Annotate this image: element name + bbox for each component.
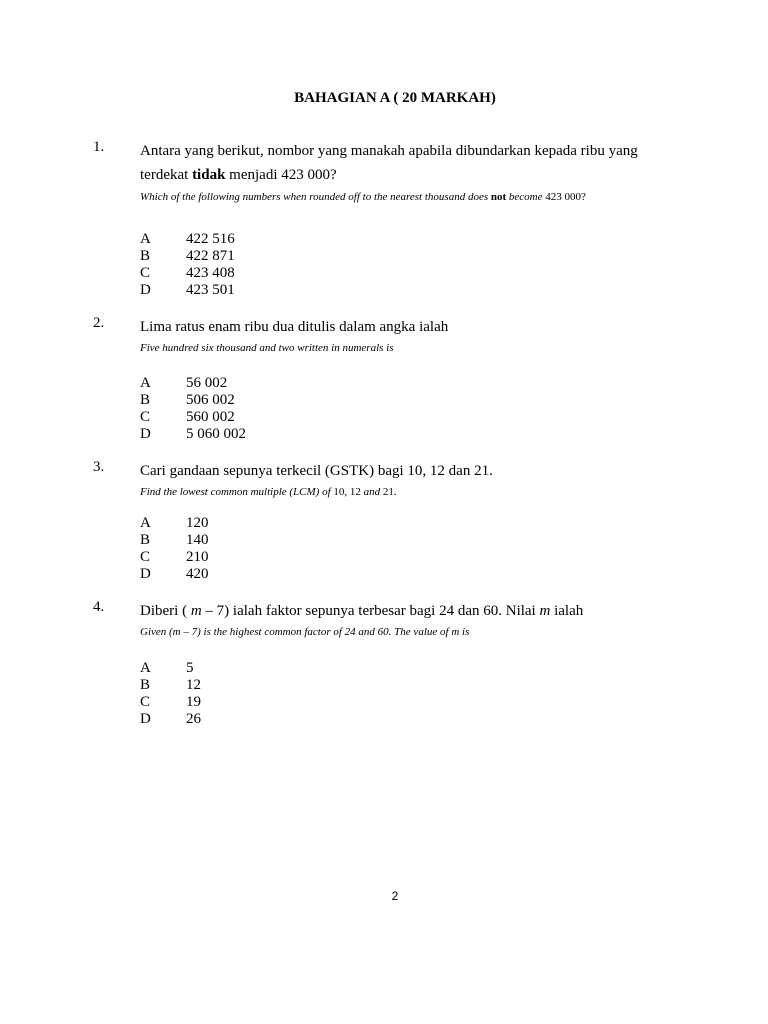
option-value: 422 516: [186, 231, 235, 247]
option-value: 210: [186, 549, 209, 565]
option-value: 506 002: [186, 392, 235, 408]
text-run: 423 000?: [545, 191, 586, 203]
option-value: 5: [186, 660, 194, 676]
option-letter: B: [140, 677, 151, 693]
option-letter: B: [140, 248, 151, 264]
text-run: become: [506, 191, 546, 203]
question-text-line: [140, 163, 700, 187]
option-b: [140, 248, 440, 265]
text-run: terdekat: [140, 167, 193, 183]
option-letter: D: [140, 711, 151, 727]
option-d: [140, 282, 440, 299]
options-list: [140, 375, 440, 443]
page-number: 2: [391, 889, 399, 903]
variable-text: m: [190, 603, 202, 619]
option-letter: A: [140, 515, 151, 531]
text-run: 10, 12: [333, 486, 361, 498]
option-b: [140, 392, 440, 409]
option-value: 423 501: [186, 282, 235, 298]
emphasis-text: tidak: [192, 167, 226, 183]
option-d: [140, 711, 440, 728]
option-value: 422 871: [186, 248, 235, 264]
question-text-malay: [140, 139, 700, 187]
question-text-english: Given (m – 7) is the highest common factor of 24 and 60. The value of m is: [140, 626, 470, 638]
question-text-english: [140, 486, 740, 498]
option-value: 12: [186, 677, 201, 693]
text-run: – 7) ialah faktor sepunya terbesar bagi 24 dan 60. Nilai: [201, 603, 540, 619]
option-letter: D: [140, 566, 151, 582]
question-text-line: Antara yang berikut, nombor yang manakah apabila dibundarkan kepada ribu yang: [140, 143, 638, 159]
text-run: and: [360, 486, 383, 498]
option-value: 140: [186, 532, 209, 548]
question-text-malay: Lima ratus enam ribu dua ditulis dalam angka ialah: [140, 319, 449, 335]
option-letter: D: [140, 426, 151, 442]
options-list: [140, 660, 440, 728]
option-value: 5 060 002: [186, 426, 246, 442]
section-title: BAHAGIAN A ( 20 MARKAH): [294, 90, 496, 106]
option-d: [140, 566, 440, 583]
text-run: Diberi (: [140, 603, 191, 619]
text-run: 21.: [382, 486, 397, 498]
option-letter: C: [140, 409, 151, 425]
text-run: Find the lowest common multiple (LCM) of: [140, 486, 334, 498]
option-value: 26: [186, 711, 201, 727]
options-list: [140, 231, 440, 299]
option-letter: C: [140, 694, 151, 710]
option-d: [140, 426, 440, 443]
question-number: 2.: [93, 315, 105, 331]
option-value: 420: [186, 566, 209, 582]
option-value: 423 408: [186, 265, 235, 281]
option-c: [140, 409, 440, 426]
option-b: [140, 532, 440, 549]
option-letter: B: [140, 392, 151, 408]
text-run: Which of the following numbers when rounded off to the nearest thousand does: [140, 191, 491, 203]
emphasis-text: not: [490, 191, 507, 203]
option-a: [140, 660, 440, 677]
option-value: 560 002: [186, 409, 235, 425]
option-value: 120: [186, 515, 209, 531]
option-letter: B: [140, 532, 151, 548]
question-number: 3.: [93, 459, 105, 475]
option-a: [140, 375, 440, 392]
option-letter: A: [140, 375, 151, 391]
option-letter: C: [140, 265, 151, 281]
option-a: [140, 515, 440, 532]
option-c: [140, 265, 440, 282]
variable-text: m: [539, 603, 551, 619]
question-text-english: [140, 191, 740, 203]
option-value: 19: [186, 694, 201, 710]
option-letter: A: [140, 231, 151, 247]
options-list: [140, 515, 440, 583]
text-run: menjadi 423 000?: [225, 167, 337, 183]
question-text-english: Five hundred six thousand and two written in numerals is: [140, 342, 394, 354]
option-letter: A: [140, 660, 151, 676]
option-c: [140, 549, 440, 566]
question-number: 4.: [93, 599, 105, 615]
question-text-malay: Cari gandaan sepunya terkecil (GSTK) bagi 10, 12 dan 21.: [140, 463, 493, 479]
option-letter: D: [140, 282, 151, 298]
question-number: 1.: [93, 139, 105, 155]
option-a: [140, 231, 440, 248]
option-b: [140, 677, 440, 694]
option-letter: C: [140, 549, 151, 565]
question-text-malay: [140, 599, 700, 623]
option-value: 56 002: [186, 375, 228, 391]
option-c: [140, 694, 440, 711]
text-run: ialah: [550, 603, 584, 619]
